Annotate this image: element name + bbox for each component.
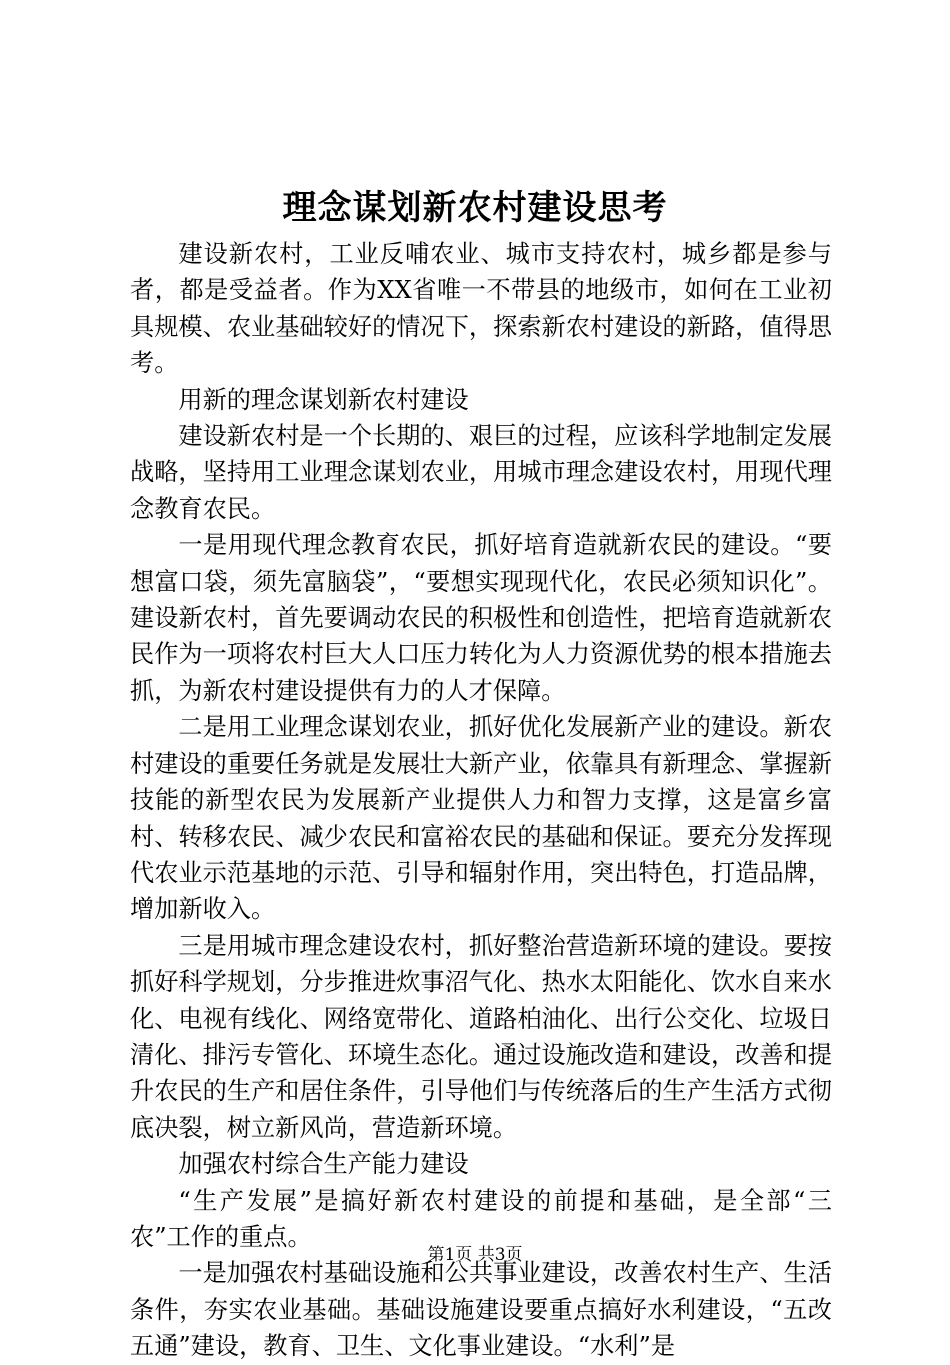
paragraph-intro: 建设新农村，工业反哺农业、城市支持农村，城乡都是参与者，都是受益者。作为XX省唯一不带县的地级市，如何在工业初具规模、农业基础较好的情况下，探索新农村建设的新路，值得思考。 — [130, 240, 832, 378]
paragraph-infrastructure: 一是加强农村基础设施和公共事业建设，改善农村生产、生活条件，夯实农业基础。基础设施建设要重点搞好水利建设，“五改五通”建设，教育、卫生、文化事业建设。“水利”是 — [130, 1259, 832, 1361]
paragraph-point-2: 二是用工业理念谋划农业，抓好优化发展新产业的建设。新农村建设的重要任务就是发展壮大新产业，依靠具有新理念、掌握新技能的新型农民为发展新产业提供人力和智力支撑，这是富乡富村、转移农民、减少农民和富裕农民的基础和保证。要充分发挥现代农业示范基地的示范、引导和辐射作用，突出特色，打造品牌，增加新收入。 — [130, 713, 832, 924]
page-number-footer: 第1页 共3页 — [427, 1245, 523, 1265]
paragraph-point-3: 三是用城市理念建设农村，抓好整治营造新环境的建设。要按抓好科学规划，分步推进炊事沼气化、热水太阳能化、饮水自来水化、电视有线化、网络宽带化、道路柏油化、出行公交化、垃圾日清化、排污专管化、环境生态化。通过设施改造和建设，改善和提升农民的生产和居住条件，引导他们与传统落后的生产生活方式彻底决裂，树立新风尚，营造新环境。 — [130, 931, 832, 1142]
section-heading-new-concept: 用新的理念谋划新农村建设 — [178, 385, 469, 414]
paragraph-strategy: 建设新农村是一个长期的、艰巨的过程，应该科学地制定发展战略，坚持用工业理念谋划农业，用城市理念建设农村，用现代理念教育农民。 — [130, 422, 832, 523]
section-heading-production-capacity: 加强农村综合生产能力建设 — [178, 1150, 469, 1179]
document-body — [130, 236, 832, 1365]
document-title: 理念谋划新农村建设思考 — [282, 188, 668, 228]
paragraph-point-1: 一是用现代理念教育农民，抓好培育造就新农民的建设。“要想富口袋，须先富脑袋”，“要想实现现代化，农民必须知识化”。建设新农村，首先要调动农民的积极性和创造性，把培育造就新农民作为一项将农村巨大人口压力转化为人力资源优势的根本措施去抓，为新农村建设提供有力的人才保障。 — [130, 531, 832, 705]
paragraph-production-development: “生产发展”是搞好新农村建设的前提和基础，是全部“三农”工作的重点。 — [130, 1186, 832, 1251]
